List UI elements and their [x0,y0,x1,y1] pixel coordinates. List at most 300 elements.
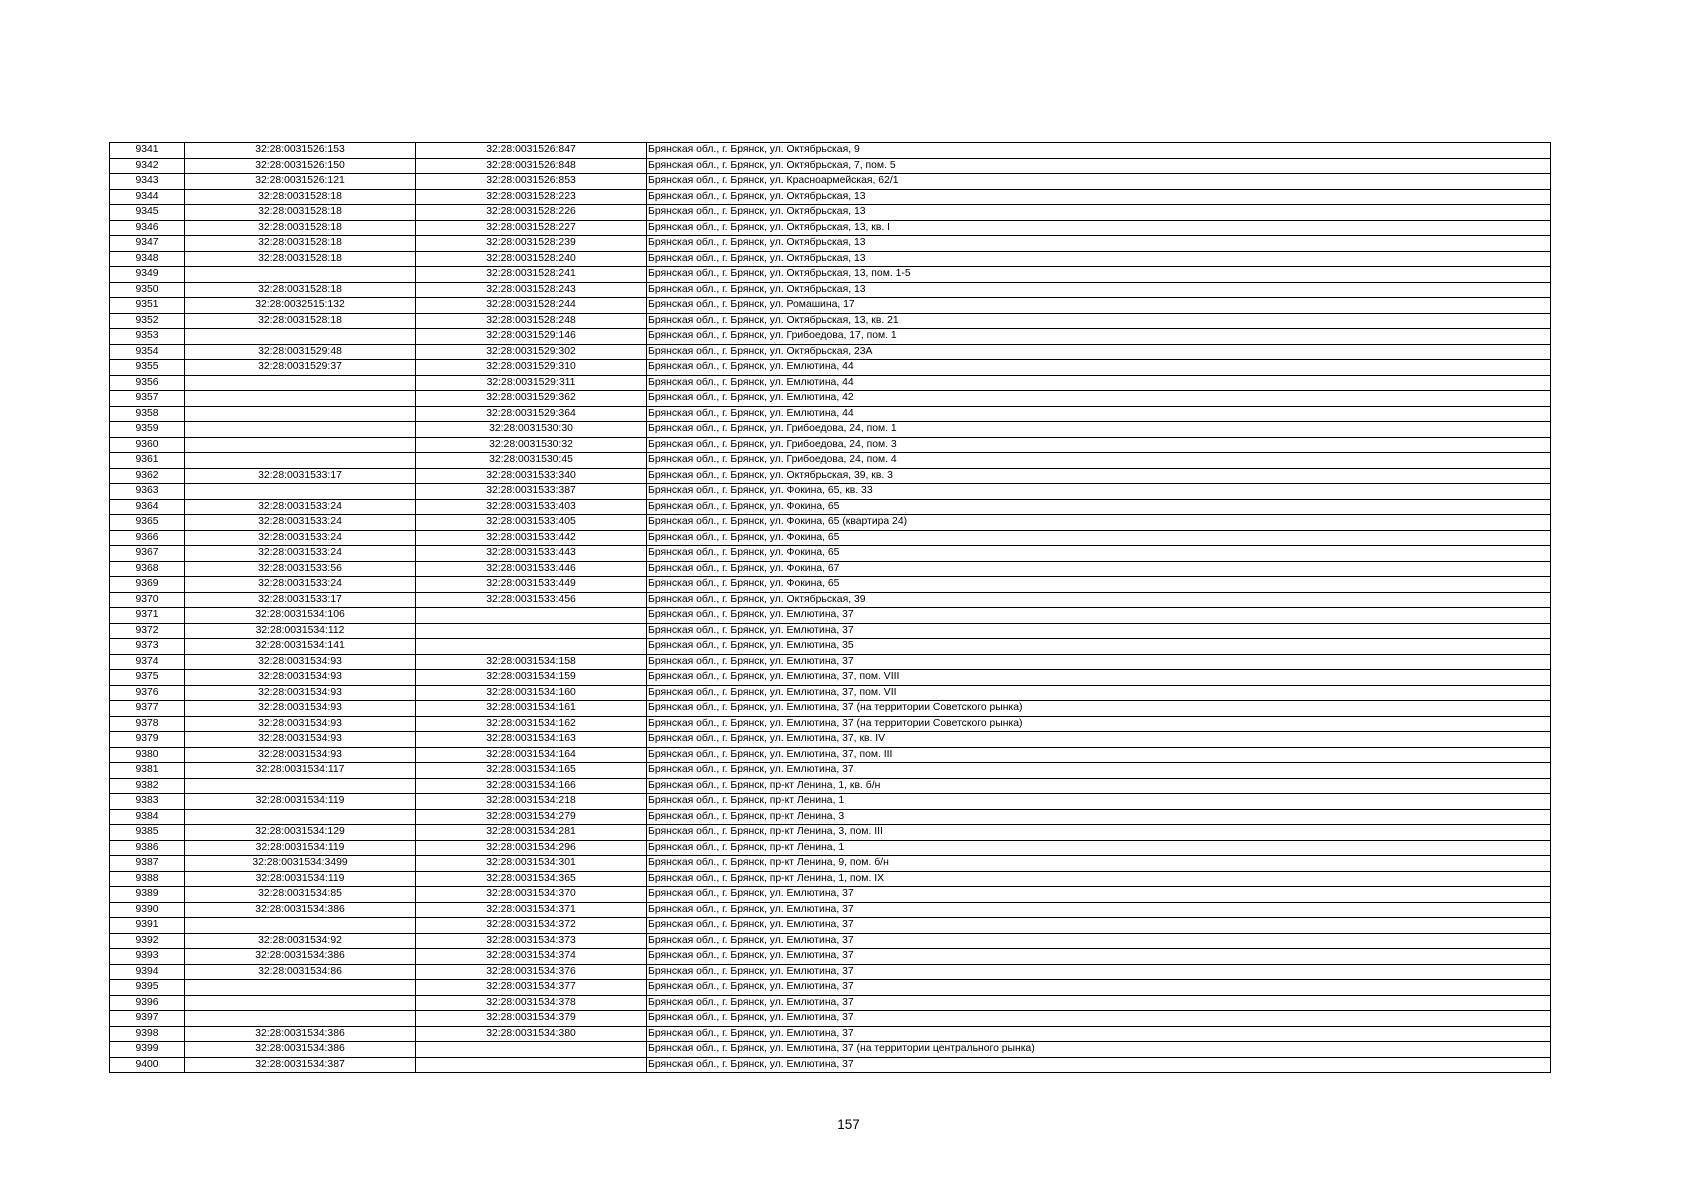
address-cell: Брянская обл., г. Брянск, ул. Фокина, 65, кв. 33 [647,484,1551,500]
object-cadastral-number-cell: 32:28:0031534:158 [416,654,647,670]
object-cadastral-number-cell: 32:28:0031534:296 [416,840,647,856]
land-cadastral-number-cell: 32:28:0031534:387 [185,1057,416,1073]
object-cadastral-number-cell: 32:28:0031534:380 [416,1026,647,1042]
row-number-cell: 9379 [110,732,185,748]
land-cadastral-number-cell: 32:28:0031534:119 [185,840,416,856]
object-cadastral-number-cell: 32:28:0031533:405 [416,515,647,531]
row-number-cell: 9367 [110,546,185,562]
row-number-cell: 9376 [110,685,185,701]
address-cell: Брянская обл., г. Брянск, ул. Грибоедова, 24, пом. 3 [647,437,1551,453]
land-cadastral-number-cell: 32:28:0031534:386 [185,1026,416,1042]
cadastral-table [109,142,1551,1073]
address-cell: Брянская обл., г. Брянск, ул. Емлютина, 37 [647,654,1551,670]
table-row [110,825,1551,841]
address-cell: Брянская обл., г. Брянск, ул. Емлютина, 37 [647,763,1551,779]
row-number-cell: 9364 [110,499,185,515]
row-number-cell: 9372 [110,623,185,639]
address-cell: Брянская обл., г. Брянск, ул. Емлютина, 37 (на территории Советского рынка) [647,716,1551,732]
table-row [110,670,1551,686]
row-number-cell: 9370 [110,592,185,608]
address-cell: Брянская обл., г. Брянск, ул. Емлютина, 37 (на территории центрального рынка) [647,1042,1551,1058]
row-number-cell: 9352 [110,313,185,329]
row-number-cell: 9363 [110,484,185,500]
row-number-cell: 9393 [110,949,185,965]
object-cadastral-number-cell: 32:28:0031528:227 [416,220,647,236]
address-cell: Брянская обл., г. Брянск, ул. Грибоедова, 17, пом. 1 [647,329,1551,345]
table-row [110,484,1551,500]
object-cadastral-number-cell: 32:28:0031533:443 [416,546,647,562]
land-cadastral-number-cell: 32:28:0031534:386 [185,949,416,965]
object-cadastral-number-cell [416,608,647,624]
row-number-cell: 9394 [110,964,185,980]
row-number-cell: 9392 [110,933,185,949]
land-cadastral-number-cell: 32:28:0031534:92 [185,933,416,949]
table-row [110,1042,1551,1058]
object-cadastral-number-cell [416,623,647,639]
land-cadastral-number-cell: 32:28:0031533:17 [185,592,416,608]
table-row [110,267,1551,283]
land-cadastral-number-cell: 32:28:0031534:386 [185,1042,416,1058]
land-cadastral-number-cell [185,267,416,283]
address-cell: Брянская обл., г. Брянск, ул. Емлютина, 37 [647,949,1551,965]
address-cell: Брянская обл., г. Брянск, ул. Грибоедова, 24, пом. 4 [647,453,1551,469]
object-cadastral-number-cell: 32:28:0031534:279 [416,809,647,825]
row-number-cell: 9375 [110,670,185,686]
land-cadastral-number-cell: 32:28:0031529:48 [185,344,416,360]
object-cadastral-number-cell: 32:28:0031534:370 [416,887,647,903]
land-cadastral-number-cell: 32:28:0031528:18 [185,220,416,236]
object-cadastral-number-cell: 32:28:0031533:442 [416,530,647,546]
address-cell: Брянская обл., г. Брянск, ул. Емлютина, 37 [647,623,1551,639]
address-cell: Брянская обл., г. Брянск, ул. Емлютина, 44 [647,406,1551,422]
table-row [110,437,1551,453]
object-cadastral-number-cell: 32:28:0031528:248 [416,313,647,329]
table-row [110,313,1551,329]
table-row [110,809,1551,825]
row-number-cell: 9366 [110,530,185,546]
table-row [110,716,1551,732]
table-row [110,1026,1551,1042]
object-cadastral-number-cell [416,1057,647,1073]
table-row [110,685,1551,701]
address-cell: Брянская обл., г. Брянск, ул. Октябрьская, 39 [647,592,1551,608]
address-cell: Брянская обл., г. Брянск, ул. Емлютина, 37 [647,887,1551,903]
table-row [110,546,1551,562]
land-cadastral-number-cell: 32:28:0032515:132 [185,298,416,314]
address-cell: Брянская обл., г. Брянск, ул. Октябрьская, 7, пом. 5 [647,158,1551,174]
address-cell: Брянская обл., г. Брянск, пр-кт Ленина, 3 [647,809,1551,825]
address-cell: Брянская обл., г. Брянск, ул. Октябрьская, 13, кв. 21 [647,313,1551,329]
land-cadastral-number-cell: 32:28:0031528:18 [185,251,416,267]
address-cell: Брянская обл., г. Брянск, ул. Емлютина, 37, пом. VIII [647,670,1551,686]
table-row [110,329,1551,345]
table-row [110,158,1551,174]
object-cadastral-number-cell: 32:28:0031529:311 [416,375,647,391]
address-cell: Брянская обл., г. Брянск, ул. Емлютина, 37, пом. III [647,747,1551,763]
address-cell: Брянская обл., г. Брянск, ул. Емлютина, 37 [647,1026,1551,1042]
object-cadastral-number-cell: 32:28:0031528:243 [416,282,647,298]
object-cadastral-number-cell: 32:28:0031534:378 [416,995,647,1011]
row-number-cell: 9378 [110,716,185,732]
row-number-cell: 9369 [110,577,185,593]
row-number-cell: 9388 [110,871,185,887]
object-cadastral-number-cell: 32:28:0031529:310 [416,360,647,376]
object-cadastral-number-cell: 32:28:0031534:160 [416,685,647,701]
table-row [110,143,1551,159]
table-row [110,933,1551,949]
object-cadastral-number-cell: 32:28:0031534:365 [416,871,647,887]
object-cadastral-number-cell: 32:28:0031529:146 [416,329,647,345]
address-cell: Брянская обл., г. Брянск, ул. Емлютина, 37 [647,933,1551,949]
address-cell: Брянская обл., г. Брянск, ул. Красноармейская, 62/1 [647,174,1551,190]
land-cadastral-number-cell [185,995,416,1011]
table-row [110,220,1551,236]
address-cell: Брянская обл., г. Брянск, ул. Емлютина, 37 [647,980,1551,996]
address-cell: Брянская обл., г. Брянск, ул. Октябрьская, 13 [647,189,1551,205]
address-cell: Брянская обл., г. Брянск, ул. Октябрьская, 13 [647,251,1551,267]
object-cadastral-number-cell: 32:28:0031534:374 [416,949,647,965]
row-number-cell: 9381 [110,763,185,779]
row-number-cell: 9373 [110,639,185,655]
land-cadastral-number-cell: 32:28:0031534:93 [185,654,416,670]
object-cadastral-number-cell: 32:28:0031528:239 [416,236,647,252]
address-cell: Брянская обл., г. Брянск, ул. Грибоедова, 24, пом. 1 [647,422,1551,438]
land-cadastral-number-cell [185,809,416,825]
address-cell: Брянская обл., г. Брянск, ул. Ромашина, 17 [647,298,1551,314]
object-cadastral-number-cell [416,639,647,655]
land-cadastral-number-cell: 32:28:0031534:3499 [185,856,416,872]
row-number-cell: 9377 [110,701,185,717]
row-number-cell: 9398 [110,1026,185,1042]
object-cadastral-number-cell [416,1042,647,1058]
object-cadastral-number-cell: 32:28:0031530:32 [416,437,647,453]
land-cadastral-number-cell: 32:28:0031534:117 [185,763,416,779]
object-cadastral-number-cell: 32:28:0031533:340 [416,468,647,484]
table-row [110,871,1551,887]
table-row [110,1057,1551,1073]
row-number-cell: 9350 [110,282,185,298]
land-cadastral-number-cell [185,980,416,996]
table-row [110,995,1551,1011]
object-cadastral-number-cell: 32:28:0031529:362 [416,391,647,407]
land-cadastral-number-cell [185,437,416,453]
row-number-cell: 9365 [110,515,185,531]
table-row [110,174,1551,190]
land-cadastral-number-cell: 32:28:0031534:93 [185,685,416,701]
row-number-cell: 9368 [110,561,185,577]
object-cadastral-number-cell: 32:28:0031528:240 [416,251,647,267]
object-cadastral-number-cell: 32:28:0031526:847 [416,143,647,159]
table-row [110,205,1551,221]
land-cadastral-number-cell: 32:28:0031533:24 [185,499,416,515]
table-row [110,856,1551,872]
table-row [110,747,1551,763]
table-row [110,623,1551,639]
table-row [110,639,1551,655]
table-row [110,964,1551,980]
row-number-cell: 9342 [110,158,185,174]
address-cell: Брянская обл., г. Брянск, ул. Емлютина, 37 [647,995,1551,1011]
object-cadastral-number-cell: 32:28:0031533:456 [416,592,647,608]
row-number-cell: 9355 [110,360,185,376]
table-row [110,980,1551,996]
land-cadastral-number-cell: 32:28:0031534:141 [185,639,416,655]
object-cadastral-number-cell: 32:28:0031534:377 [416,980,647,996]
table-row [110,530,1551,546]
object-cadastral-number-cell: 32:28:0031534:159 [416,670,647,686]
object-cadastral-number-cell: 32:28:0031534:301 [416,856,647,872]
row-number-cell: 9391 [110,918,185,934]
table-body [110,143,1551,1073]
land-cadastral-number-cell: 32:28:0031534:106 [185,608,416,624]
address-cell: Брянская обл., г. Брянск, ул. Октябрьская, 13 [647,205,1551,221]
address-cell: Брянская обл., г. Брянск, ул. Фокина, 65 [647,546,1551,562]
address-cell: Брянская обл., г. Брянск, пр-кт Ленина, 3, пом. III [647,825,1551,841]
address-cell: Брянская обл., г. Брянск, ул. Емлютина, 44 [647,375,1551,391]
land-cadastral-number-cell: 32:28:0031529:37 [185,360,416,376]
address-cell: Брянская обл., г. Брянск, ул. Октябрьская, 13 [647,236,1551,252]
object-cadastral-number-cell: 32:28:0031534:218 [416,794,647,810]
object-cadastral-number-cell: 32:28:0031528:226 [416,205,647,221]
table-row [110,918,1551,934]
land-cadastral-number-cell [185,918,416,934]
object-cadastral-number-cell: 32:28:0031534:373 [416,933,647,949]
address-cell: Брянская обл., г. Брянск, ул. Октябрьская, 13, пом. 1-5 [647,267,1551,283]
table-row [110,732,1551,748]
object-cadastral-number-cell: 32:28:0031534:166 [416,778,647,794]
row-number-cell: 9347 [110,236,185,252]
object-cadastral-number-cell: 32:28:0031534:379 [416,1011,647,1027]
row-number-cell: 9397 [110,1011,185,1027]
row-number-cell: 9380 [110,747,185,763]
row-number-cell: 9384 [110,809,185,825]
land-cadastral-number-cell: 32:28:0031526:121 [185,174,416,190]
row-number-cell: 9351 [110,298,185,314]
row-number-cell: 9359 [110,422,185,438]
object-cadastral-number-cell: 32:28:0031534:372 [416,918,647,934]
row-number-cell: 9354 [110,344,185,360]
address-cell: Брянская обл., г. Брянск, пр-кт Ленина, 9, пом. б/н [647,856,1551,872]
row-number-cell: 9390 [110,902,185,918]
address-cell: Брянская обл., г. Брянск, ул. Емлютина, 37 [647,964,1551,980]
object-cadastral-number-cell: 32:28:0031533:449 [416,577,647,593]
land-cadastral-number-cell: 32:28:0031534:129 [185,825,416,841]
land-cadastral-number-cell: 32:28:0031526:150 [185,158,416,174]
address-cell: Брянская обл., г. Брянск, ул. Фокина, 65 (квартира 24) [647,515,1551,531]
object-cadastral-number-cell: 32:28:0031534:164 [416,747,647,763]
land-cadastral-number-cell: 32:28:0031533:24 [185,530,416,546]
table-row [110,1011,1551,1027]
land-cadastral-number-cell: 32:28:0031534:119 [185,794,416,810]
object-cadastral-number-cell: 32:28:0031534:281 [416,825,647,841]
address-cell: Брянская обл., г. Брянск, ул. Фокина, 67 [647,561,1551,577]
table-row [110,422,1551,438]
row-number-cell: 9383 [110,794,185,810]
row-number-cell: 9349 [110,267,185,283]
land-cadastral-number-cell: 32:28:0031528:18 [185,189,416,205]
table-row [110,577,1551,593]
address-cell: Брянская обл., г. Брянск, ул. Фокина, 65 [647,577,1551,593]
row-number-cell: 9382 [110,778,185,794]
address-cell: Брянская обл., г. Брянск, ул. Октябрьская, 13, кв. I [647,220,1551,236]
object-cadastral-number-cell: 32:28:0031530:45 [416,453,647,469]
row-number-cell: 9360 [110,437,185,453]
land-cadastral-number-cell: 32:28:0031528:18 [185,313,416,329]
land-cadastral-number-cell: 32:28:0031534:93 [185,701,416,717]
object-cadastral-number-cell: 32:28:0031526:848 [416,158,647,174]
address-cell: Брянская обл., г. Брянск, ул. Емлютина, 37 [647,608,1551,624]
land-cadastral-number-cell: 32:28:0031534:112 [185,623,416,639]
table-row [110,236,1551,252]
land-cadastral-number-cell: 32:28:0031534:119 [185,871,416,887]
row-number-cell: 9362 [110,468,185,484]
table-row [110,298,1551,314]
table-row [110,251,1551,267]
land-cadastral-number-cell [185,406,416,422]
address-cell: Брянская обл., г. Брянск, ул. Емлютина, 42 [647,391,1551,407]
row-number-cell: 9389 [110,887,185,903]
address-cell: Брянская обл., г. Брянск, ул. Фокина, 65 [647,530,1551,546]
land-cadastral-number-cell: 32:28:0031534:93 [185,732,416,748]
row-number-cell: 9341 [110,143,185,159]
address-cell: Брянская обл., г. Брянск, пр-кт Ленина, 1 [647,794,1551,810]
table-row [110,360,1551,376]
address-cell: Брянская обл., г. Брянск, ул. Фокина, 65 [647,499,1551,515]
row-number-cell: 9399 [110,1042,185,1058]
land-cadastral-number-cell [185,422,416,438]
row-number-cell: 9343 [110,174,185,190]
address-cell: Брянская обл., г. Брянск, ул. Октябрьская, 23А [647,344,1551,360]
object-cadastral-number-cell: 32:28:0031528:223 [416,189,647,205]
object-cadastral-number-cell: 32:28:0031533:446 [416,561,647,577]
land-cadastral-number-cell: 32:28:0031534:85 [185,887,416,903]
row-number-cell: 9385 [110,825,185,841]
address-cell: Брянская обл., г. Брянск, ул. Емлютина, 37 [647,918,1551,934]
table-row [110,499,1551,515]
table-row [110,840,1551,856]
row-number-cell: 9358 [110,406,185,422]
row-number-cell: 9353 [110,329,185,345]
land-cadastral-number-cell: 32:28:0031533:24 [185,577,416,593]
address-cell: Брянская обл., г. Брянск, ул. Емлютина, 37 [647,1011,1551,1027]
table-row [110,608,1551,624]
table-row [110,453,1551,469]
table-row [110,391,1551,407]
land-cadastral-number-cell [185,375,416,391]
table-row [110,189,1551,205]
page-number: 157 [837,1117,860,1132]
table-row [110,515,1551,531]
table-row [110,561,1551,577]
land-cadastral-number-cell: 32:28:0031533:24 [185,515,416,531]
land-cadastral-number-cell: 32:28:0031534:93 [185,716,416,732]
row-number-cell: 9374 [110,654,185,670]
table-row [110,468,1551,484]
land-cadastral-number-cell: 32:28:0031534:86 [185,964,416,980]
land-cadastral-number-cell [185,1011,416,1027]
row-number-cell: 9386 [110,840,185,856]
address-cell: Брянская обл., г. Брянск, ул. Емлютина, 37, кв. IV [647,732,1551,748]
land-cadastral-number-cell: 32:28:0031528:18 [185,236,416,252]
land-cadastral-number-cell [185,391,416,407]
table-row [110,949,1551,965]
row-number-cell: 9396 [110,995,185,1011]
row-number-cell: 9357 [110,391,185,407]
land-cadastral-number-cell: 32:28:0031534:93 [185,670,416,686]
address-cell: Брянская обл., г. Брянск, ул. Емлютина, 37 [647,1057,1551,1073]
address-cell: Брянская обл., г. Брянск, ул. Октябрьская, 13 [647,282,1551,298]
address-cell: Брянская обл., г. Брянск, ул. Емлютина, 35 [647,639,1551,655]
row-number-cell: 9371 [110,608,185,624]
table-row [110,778,1551,794]
land-cadastral-number-cell [185,778,416,794]
row-number-cell: 9348 [110,251,185,267]
land-cadastral-number-cell: 32:28:0031526:153 [185,143,416,159]
object-cadastral-number-cell: 32:28:0031534:165 [416,763,647,779]
land-cadastral-number-cell: 32:28:0031528:18 [185,282,416,298]
row-number-cell: 9344 [110,189,185,205]
object-cadastral-number-cell: 32:28:0031530:30 [416,422,647,438]
object-cadastral-number-cell: 32:28:0031529:302 [416,344,647,360]
object-cadastral-number-cell: 32:28:0031528:241 [416,267,647,283]
land-cadastral-number-cell [185,484,416,500]
address-cell: Брянская обл., г. Брянск, ул. Октябрьская, 9 [647,143,1551,159]
table-row [110,375,1551,391]
row-number-cell: 9361 [110,453,185,469]
row-number-cell: 9395 [110,980,185,996]
object-cadastral-number-cell: 32:28:0031529:364 [416,406,647,422]
object-cadastral-number-cell: 32:28:0031534:163 [416,732,647,748]
table-row [110,654,1551,670]
land-cadastral-number-cell: 32:28:0031533:56 [185,561,416,577]
land-cadastral-number-cell: 32:28:0031534:386 [185,902,416,918]
object-cadastral-number-cell: 32:28:0031534:161 [416,701,647,717]
object-cadastral-number-cell: 32:28:0031534:162 [416,716,647,732]
object-cadastral-number-cell: 32:28:0031534:376 [416,964,647,980]
row-number-cell: 9346 [110,220,185,236]
object-cadastral-number-cell: 32:28:0031528:244 [416,298,647,314]
land-cadastral-number-cell: 32:28:0031533:17 [185,468,416,484]
table-row [110,282,1551,298]
row-number-cell: 9345 [110,205,185,221]
table-row [110,763,1551,779]
land-cadastral-number-cell: 32:28:0031533:24 [185,546,416,562]
table-row [110,794,1551,810]
land-cadastral-number-cell: 32:28:0031528:18 [185,205,416,221]
object-cadastral-number-cell: 32:28:0031533:387 [416,484,647,500]
object-cadastral-number-cell: 32:28:0031534:371 [416,902,647,918]
row-number-cell: 9387 [110,856,185,872]
land-cadastral-number-cell [185,453,416,469]
table-row [110,344,1551,360]
address-cell: Брянская обл., г. Брянск, ул. Емлютина, 37 (на территории Советского рынка) [647,701,1551,717]
row-number-cell: 9356 [110,375,185,391]
table-row [110,406,1551,422]
land-cadastral-number-cell: 32:28:0031534:93 [185,747,416,763]
object-cadastral-number-cell: 32:28:0031533:403 [416,499,647,515]
address-cell: Брянская обл., г. Брянск, ул. Емлютина, 37, пом. VII [647,685,1551,701]
address-cell: Брянская обл., г. Брянск, пр-кт Ленина, 1, кв. б/н [647,778,1551,794]
address-cell: Брянская обл., г. Брянск, ул. Емлютина, 37 [647,902,1551,918]
address-cell: Брянская обл., г. Брянск, ул. Октябрьская, 39, кв. 3 [647,468,1551,484]
address-cell: Брянская обл., г. Брянск, ул. Емлютина, 44 [647,360,1551,376]
table-row [110,887,1551,903]
table-row [110,701,1551,717]
land-cadastral-number-cell [185,329,416,345]
table-row [110,592,1551,608]
table-row [110,902,1551,918]
address-cell: Брянская обл., г. Брянск, пр-кт Ленина, 1, пом. IX [647,871,1551,887]
